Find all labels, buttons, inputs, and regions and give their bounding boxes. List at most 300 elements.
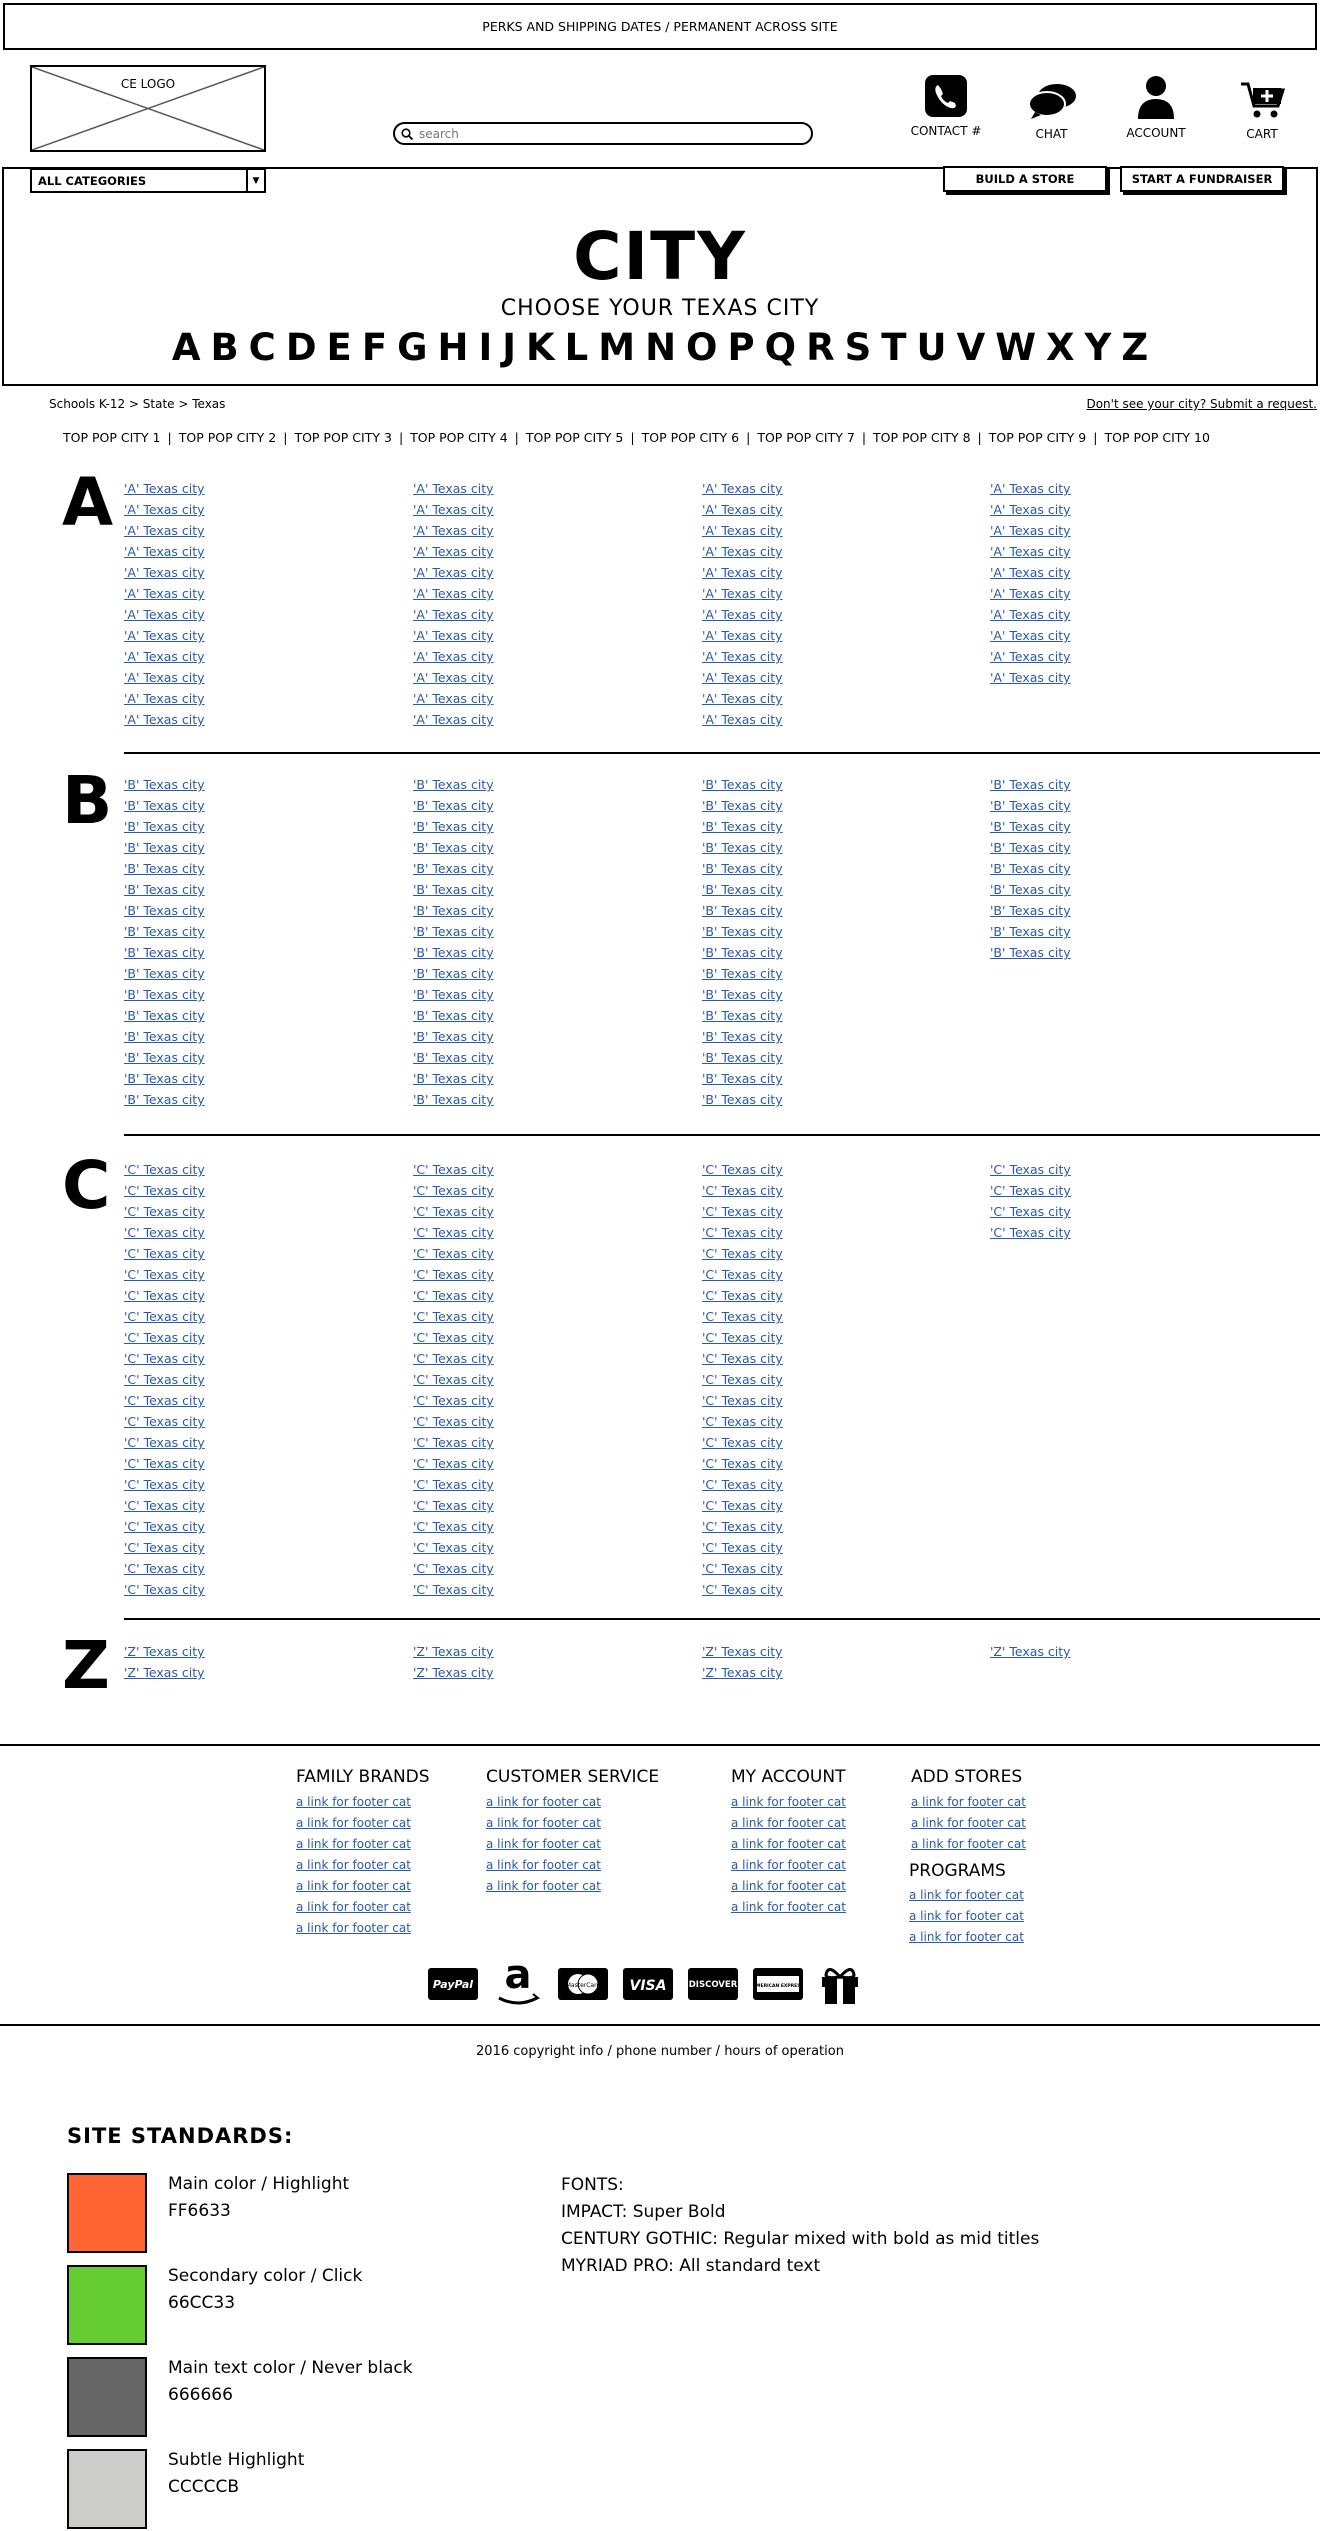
- city-link[interactable]: 'C' Texas city: [124, 1246, 205, 1261]
- city-link[interactable]: 'B' Texas city: [702, 987, 783, 1002]
- chat-label: CHAT: [1035, 127, 1068, 141]
- footer-heading: FAMILY BRANDS: [296, 1767, 430, 1787]
- city-link[interactable]: 'Z' Texas city: [413, 1665, 494, 1680]
- city-link[interactable]: 'A' Texas city: [124, 691, 205, 706]
- separator: |: [861, 430, 867, 445]
- visa-icon: [623, 1968, 673, 2000]
- footer-link[interactable]: a link for footer cat: [909, 1888, 1024, 1902]
- build-store-button[interactable]: BUILD A STORE: [943, 166, 1107, 192]
- city-link[interactable]: 'C' Texas city: [124, 1162, 205, 1177]
- categories-select[interactable]: [30, 168, 266, 193]
- city-link[interactable]: 'C' Texas city: [702, 1519, 783, 1534]
- city-link[interactable]: 'A' Texas city: [124, 649, 205, 664]
- city-link[interactable]: 'B' Texas city: [990, 945, 1071, 960]
- city-link[interactable]: 'C' Texas city: [702, 1582, 783, 1597]
- city-link[interactable]: 'B' Texas city: [413, 798, 494, 813]
- city-link[interactable]: 'B' Texas city: [413, 1092, 494, 1107]
- cart-button[interactable]: [1234, 80, 1290, 141]
- city-link[interactable]: 'C' Texas city: [702, 1372, 783, 1387]
- city-link[interactable]: 'C' Texas city: [990, 1183, 1071, 1198]
- cart-icon: [1239, 80, 1285, 120]
- city-link[interactable]: 'B' Texas city: [702, 903, 783, 918]
- fonts-heading: FONTS:: [561, 2175, 624, 2195]
- alphabet-letter-n[interactable]: N: [645, 326, 677, 369]
- city-link[interactable]: 'A' Texas city: [990, 565, 1071, 580]
- footer-link[interactable]: a link for footer cat: [731, 1795, 846, 1809]
- city-link[interactable]: 'A' Texas city: [990, 607, 1071, 622]
- city-link[interactable]: 'A' Texas city: [413, 712, 494, 727]
- city-link[interactable]: 'A' Texas city: [124, 481, 205, 496]
- footer-link[interactable]: a link for footer cat: [296, 1900, 411, 1914]
- city-link[interactable]: 'C' Texas city: [413, 1225, 494, 1240]
- city-link[interactable]: 'B' Texas city: [702, 861, 783, 876]
- city-link[interactable]: 'B' Texas city: [413, 882, 494, 897]
- city-link[interactable]: 'C' Texas city: [124, 1309, 205, 1324]
- color-swatch: [67, 2265, 147, 2345]
- city-link[interactable]: 'A' Texas city: [413, 544, 494, 559]
- city-link[interactable]: 'A' Texas city: [413, 565, 494, 580]
- city-link[interactable]: 'C' Texas city: [702, 1309, 783, 1324]
- footer-column: [731, 1792, 846, 1918]
- alphabet-letter-v[interactable]: V: [956, 326, 986, 369]
- city-link[interactable]: 'C' Texas city: [702, 1498, 783, 1513]
- city-link[interactable]: 'B' Texas city: [124, 798, 205, 813]
- city-link[interactable]: 'B' Texas city: [413, 903, 494, 918]
- page-title: CITY: [573, 218, 747, 295]
- city-link[interactable]: 'B' Texas city: [990, 861, 1071, 876]
- alphabet-letter-h[interactable]: H: [437, 326, 469, 369]
- alphabet-letter-s[interactable]: S: [844, 326, 872, 369]
- chevron-down-icon: ▼: [246, 170, 264, 191]
- city-link[interactable]: 'A' Texas city: [702, 586, 783, 601]
- city-column: [702, 774, 942, 1110]
- city-link[interactable]: 'C' Texas city: [413, 1540, 494, 1555]
- city-link[interactable]: 'C' Texas city: [124, 1540, 205, 1555]
- city-link[interactable]: 'B' Texas city: [124, 945, 205, 960]
- footer-link[interactable]: a link for footer cat: [731, 1858, 846, 1872]
- city-link[interactable]: 'C' Texas city: [702, 1204, 783, 1219]
- city-link[interactable]: 'B' Texas city: [702, 1071, 783, 1086]
- city-link[interactable]: 'A' Texas city: [413, 586, 494, 601]
- color-name: Subtle Highlight: [168, 2450, 305, 2470]
- top-city-link[interactable]: TOP POP CITY 3: [294, 430, 392, 445]
- city-link[interactable]: 'B' Texas city: [702, 798, 783, 813]
- city-link[interactable]: 'C' Texas city: [702, 1351, 783, 1366]
- city-link[interactable]: 'A' Texas city: [702, 523, 783, 538]
- city-link[interactable]: 'B' Texas city: [413, 1029, 494, 1044]
- city-link[interactable]: 'A' Texas city: [413, 628, 494, 643]
- city-link[interactable]: 'A' Texas city: [413, 481, 494, 496]
- footer-link[interactable]: a link for footer cat: [296, 1837, 411, 1851]
- top-city-link[interactable]: TOP POP CITY 9: [988, 430, 1087, 445]
- city-link[interactable]: 'B' Texas city: [413, 840, 494, 855]
- city-link[interactable]: 'A' Texas city: [413, 502, 494, 517]
- footer-link[interactable]: a link for footer cat: [296, 1858, 411, 1872]
- city-link[interactable]: 'B' Texas city: [124, 1071, 205, 1086]
- city-link[interactable]: 'A' Texas city: [702, 670, 783, 685]
- city-column: [413, 1159, 653, 1600]
- city-link[interactable]: 'C' Texas city: [702, 1477, 783, 1492]
- footer-link[interactable]: a link for footer cat: [909, 1909, 1024, 1923]
- city-link[interactable]: 'A' Texas city: [990, 628, 1071, 643]
- top-city-link[interactable]: TOP POP CITY 1: [63, 430, 161, 445]
- alphabet-letter-e[interactable]: E: [326, 326, 352, 369]
- city-link[interactable]: 'A' Texas city: [990, 481, 1071, 496]
- city-link[interactable]: 'A' Texas city: [124, 670, 205, 685]
- city-link[interactable]: 'C' Texas city: [702, 1393, 783, 1408]
- city-link[interactable]: 'A' Texas city: [702, 649, 783, 664]
- city-link[interactable]: 'C' Texas city: [413, 1246, 494, 1261]
- color-swatch-label: [168, 2171, 349, 2225]
- city-link[interactable]: 'C' Texas city: [702, 1456, 783, 1471]
- top-cities-nav: [63, 430, 1210, 445]
- city-link[interactable]: 'B' Texas city: [413, 777, 494, 792]
- city-link[interactable]: 'C' Texas city: [413, 1183, 494, 1198]
- city-link[interactable]: 'C' Texas city: [124, 1225, 205, 1240]
- city-link[interactable]: 'B' Texas city: [124, 882, 205, 897]
- city-link[interactable]: 'B' Texas city: [702, 945, 783, 960]
- chat-icon: [1027, 82, 1077, 120]
- city-link[interactable]: 'B' Texas city: [702, 777, 783, 792]
- city-link[interactable]: 'A' Texas city: [702, 481, 783, 496]
- account-icon: [1135, 75, 1177, 119]
- city-link[interactable]: 'C' Texas city: [124, 1582, 205, 1597]
- city-link[interactable]: 'C' Texas city: [124, 1330, 205, 1345]
- city-link[interactable]: 'C' Texas city: [413, 1498, 494, 1513]
- section-letter-c: C: [62, 1147, 111, 1224]
- city-link[interactable]: 'B' Texas city: [702, 1050, 783, 1065]
- city-link[interactable]: 'B' Texas city: [702, 819, 783, 834]
- color-name: Main color / Highlight: [168, 2174, 350, 2194]
- city-link[interactable]: 'C' Texas city: [124, 1435, 205, 1450]
- city-link[interactable]: 'C' Texas city: [124, 1561, 205, 1576]
- city-link[interactable]: 'B' Texas city: [124, 1050, 205, 1065]
- footer-link[interactable]: a link for footer cat: [486, 1858, 601, 1872]
- search-input[interactable]: [417, 126, 801, 142]
- categories-select-value: ALL CATEGORIES: [38, 173, 147, 188]
- footer-heading: MY ACCOUNT: [731, 1767, 846, 1787]
- svg-text:a: a: [504, 1958, 532, 1998]
- city-link[interactable]: 'C' Texas city: [702, 1330, 783, 1345]
- city-link[interactable]: 'B' Texas city: [702, 924, 783, 939]
- city-link[interactable]: 'A' Texas city: [990, 544, 1071, 559]
- city-link[interactable]: 'A' Texas city: [413, 691, 494, 706]
- city-link[interactable]: 'C' Texas city: [702, 1435, 783, 1450]
- city-link[interactable]: 'C' Texas city: [124, 1456, 205, 1471]
- top-city-link[interactable]: TOP POP CITY 6: [641, 430, 740, 445]
- alphabet-letter-f[interactable]: F: [361, 326, 388, 369]
- city-link[interactable]: 'C' Texas city: [413, 1288, 494, 1303]
- discover-icon: [688, 1968, 738, 2000]
- top-city-link[interactable]: TOP POP CITY 4: [410, 430, 508, 445]
- city-link[interactable]: 'C' Texas city: [413, 1519, 494, 1534]
- city-link[interactable]: 'C' Texas city: [413, 1330, 494, 1345]
- alphabet-letter-j[interactable]: J: [502, 326, 516, 369]
- city-link[interactable]: 'A' Texas city: [413, 523, 494, 538]
- city-link[interactable]: 'C' Texas city: [413, 1267, 494, 1282]
- city-link[interactable]: 'B' Texas city: [990, 882, 1071, 897]
- footer-link[interactable]: a link for footer cat: [296, 1795, 411, 1809]
- city-link[interactable]: 'A' Texas city: [413, 649, 494, 664]
- chat-button[interactable]: [1024, 82, 1079, 141]
- font-item: IMPACT: Super Bold: [561, 2202, 726, 2222]
- city-link[interactable]: 'C' Texas city: [413, 1414, 494, 1429]
- city-link[interactable]: 'B' Texas city: [124, 861, 205, 876]
- start-fundraiser-button[interactable]: START A FUNDRAISER: [1120, 166, 1284, 192]
- city-link[interactable]: 'B' Texas city: [413, 924, 494, 939]
- city-link[interactable]: 'C' Texas city: [702, 1246, 783, 1261]
- city-link[interactable]: 'Z' Texas city: [124, 1644, 205, 1659]
- city-link[interactable]: 'B' Texas city: [990, 924, 1071, 939]
- alphabet-letter-x[interactable]: X: [1046, 326, 1075, 369]
- city-link[interactable]: 'B' Texas city: [124, 819, 205, 834]
- city-link[interactable]: 'C' Texas city: [702, 1288, 783, 1303]
- city-column: [124, 1159, 364, 1600]
- top-city-link[interactable]: TOP POP CITY 10: [1104, 430, 1210, 445]
- city-link[interactable]: 'B' Texas city: [124, 987, 205, 1002]
- city-link[interactable]: 'B' Texas city: [702, 1092, 783, 1107]
- city-link[interactable]: 'B' Texas city: [124, 777, 205, 792]
- footer-link[interactable]: a link for footer cat: [909, 1930, 1024, 1944]
- city-link[interactable]: 'Z' Texas city: [990, 1644, 1071, 1659]
- alphabet-letter-g[interactable]: G: [397, 326, 428, 369]
- city-link[interactable]: 'C' Texas city: [124, 1414, 205, 1429]
- city-link[interactable]: 'C' Texas city: [124, 1288, 205, 1303]
- city-column: [702, 478, 942, 730]
- footer-link[interactable]: a link for footer cat: [486, 1816, 601, 1830]
- alphabet-letter-c[interactable]: C: [248, 326, 276, 369]
- city-link[interactable]: 'C' Texas city: [124, 1351, 205, 1366]
- alphabet-letter-b[interactable]: B: [210, 326, 239, 369]
- city-link[interactable]: 'A' Texas city: [702, 565, 783, 580]
- logo[interactable]: [30, 65, 266, 152]
- city-link[interactable]: 'A' Texas city: [124, 544, 205, 559]
- city-link[interactable]: 'A' Texas city: [413, 670, 494, 685]
- alphabet-letter-y[interactable]: Y: [1084, 326, 1112, 369]
- alphabet-letter-d[interactable]: D: [285, 326, 317, 369]
- city-link[interactable]: 'B' Texas city: [124, 1092, 205, 1107]
- top-city-link[interactable]: TOP POP CITY 5: [525, 430, 624, 445]
- footer-link[interactable]: a link for footer cat: [296, 1879, 411, 1893]
- account-button[interactable]: [1120, 75, 1192, 140]
- alphabet-nav: [0, 326, 1320, 369]
- city-link[interactable]: 'Z' Texas city: [702, 1644, 783, 1659]
- city-link[interactable]: 'A' Texas city: [413, 607, 494, 622]
- city-link[interactable]: 'C' Texas city: [413, 1204, 494, 1219]
- city-link[interactable]: 'B' Texas city: [990, 903, 1071, 918]
- discover-text: DISCOVER: [688, 1980, 738, 1990]
- footer-link[interactable]: a link for footer cat: [296, 1921, 411, 1935]
- city-link[interactable]: 'A' Texas city: [990, 649, 1071, 664]
- city-link[interactable]: 'C' Texas city: [990, 1225, 1071, 1240]
- alphabet-letter-m[interactable]: M: [598, 326, 636, 369]
- footer-link[interactable]: a link for footer cat: [486, 1837, 601, 1851]
- city-link[interactable]: 'A' Texas city: [702, 544, 783, 559]
- cart-label: CART: [1246, 127, 1278, 141]
- city-column: [990, 774, 1230, 963]
- footer-link[interactable]: a link for footer cat: [731, 1900, 846, 1914]
- city-link[interactable]: 'Z' Texas city: [702, 1665, 783, 1680]
- city-link[interactable]: 'C' Texas city: [702, 1414, 783, 1429]
- city-link[interactable]: 'C' Texas city: [413, 1372, 494, 1387]
- city-link[interactable]: 'C' Texas city: [413, 1309, 494, 1324]
- city-link[interactable]: 'A' Texas city: [124, 565, 205, 580]
- city-link[interactable]: 'B' Texas city: [124, 966, 205, 981]
- city-link[interactable]: 'C' Texas city: [702, 1225, 783, 1240]
- city-link[interactable]: 'B' Texas city: [702, 1029, 783, 1044]
- city-link[interactable]: 'Z' Texas city: [413, 1644, 494, 1659]
- footer-link[interactable]: a link for footer cat: [296, 1816, 411, 1830]
- footer-link[interactable]: a link for footer cat: [731, 1816, 846, 1830]
- alphabet-letter-z[interactable]: Z: [1121, 326, 1149, 369]
- alphabet-letter-q[interactable]: Q: [764, 326, 797, 369]
- search-bar[interactable]: [393, 122, 813, 145]
- city-link[interactable]: 'C' Texas city: [702, 1540, 783, 1555]
- footer-link[interactable]: a link for footer cat: [731, 1879, 846, 1893]
- city-link[interactable]: 'C' Texas city: [413, 1435, 494, 1450]
- city-link[interactable]: 'C' Texas city: [702, 1162, 783, 1177]
- city-link[interactable]: 'C' Texas city: [124, 1204, 205, 1219]
- city-link[interactable]: 'B' Texas city: [124, 1029, 205, 1044]
- separator: |: [746, 430, 751, 445]
- city-link[interactable]: 'B' Texas city: [413, 987, 494, 1002]
- city-column: [990, 478, 1230, 688]
- city-link[interactable]: 'B' Texas city: [413, 1050, 494, 1065]
- city-link[interactable]: 'A' Texas city: [990, 523, 1071, 538]
- color-swatch-label: [168, 2263, 362, 2317]
- city-column: [124, 774, 364, 1110]
- footer-link[interactable]: a link for footer cat: [911, 1816, 1026, 1830]
- city-link[interactable]: 'A' Texas city: [124, 607, 205, 622]
- breadcrumb[interactable]: Schools K-12 > State > Texas: [49, 397, 226, 411]
- section-divider: [124, 1134, 1320, 1136]
- city-link[interactable]: 'C' Texas city: [413, 1351, 494, 1366]
- alphabet-letter-p[interactable]: P: [727, 326, 755, 369]
- city-link[interactable]: 'A' Texas city: [124, 712, 205, 727]
- city-link[interactable]: 'B' Texas city: [413, 1071, 494, 1086]
- page-subtitle: CHOOSE YOUR TEXAS CITY: [500, 296, 820, 321]
- city-link[interactable]: 'C' Texas city: [702, 1267, 783, 1282]
- city-link[interactable]: 'B' Texas city: [413, 966, 494, 981]
- city-link[interactable]: 'A' Texas city: [990, 502, 1071, 517]
- city-link[interactable]: 'A' Texas city: [124, 586, 205, 601]
- city-link[interactable]: 'C' Texas city: [413, 1561, 494, 1576]
- city-link[interactable]: 'B' Texas city: [124, 840, 205, 855]
- separator: |: [514, 430, 519, 445]
- city-link[interactable]: 'Z' Texas city: [124, 1665, 205, 1680]
- top-city-link[interactable]: TOP POP CITY 8: [873, 430, 971, 445]
- separator: |: [977, 430, 982, 445]
- payment-methods: [428, 1958, 877, 2010]
- color-swatch-label: [168, 2355, 413, 2409]
- section-letter-b: B: [62, 762, 113, 839]
- city-link[interactable]: 'B' Texas city: [124, 1008, 205, 1023]
- alphabet-letter-i[interactable]: I: [478, 326, 493, 369]
- city-link[interactable]: 'C' Texas city: [413, 1456, 494, 1471]
- city-link[interactable]: 'B' Texas city: [413, 819, 494, 834]
- city-link[interactable]: 'C' Texas city: [413, 1477, 494, 1492]
- city-link[interactable]: 'C' Texas city: [990, 1162, 1071, 1177]
- city-link[interactable]: 'A' Texas city: [702, 607, 783, 622]
- city-link[interactable]: 'B' Texas city: [702, 1008, 783, 1023]
- footer-link[interactable]: a link for footer cat: [911, 1795, 1026, 1809]
- city-link[interactable]: 'B' Texas city: [990, 840, 1071, 855]
- city-link[interactable]: 'C' Texas city: [413, 1582, 494, 1597]
- city-link[interactable]: 'C' Texas city: [124, 1267, 205, 1282]
- fonts-list: [561, 2172, 1039, 2280]
- separator: |: [167, 430, 172, 445]
- alphabet-letter-a[interactable]: A: [171, 326, 201, 369]
- paypal-text: PayPal: [432, 1978, 474, 1991]
- city-link[interactable]: 'C' Texas city: [702, 1183, 783, 1198]
- city-column: [124, 1641, 364, 1683]
- separator: |: [1093, 430, 1098, 445]
- top-city-link[interactable]: TOP POP CITY 7: [757, 430, 855, 445]
- city-link[interactable]: 'B' Texas city: [702, 966, 783, 981]
- footer-link[interactable]: a link for footer cat: [486, 1879, 601, 1893]
- city-link[interactable]: 'C' Texas city: [413, 1162, 494, 1177]
- alphabet-letter-r[interactable]: R: [806, 326, 835, 369]
- city-link[interactable]: 'A' Texas city: [702, 502, 783, 517]
- city-link[interactable]: 'C' Texas city: [124, 1183, 205, 1198]
- city-link[interactable]: 'A' Texas city: [702, 628, 783, 643]
- city-link[interactable]: 'A' Texas city: [124, 628, 205, 643]
- city-link[interactable]: 'B' Texas city: [413, 861, 494, 876]
- alphabet-letter-o[interactable]: O: [686, 326, 718, 369]
- city-link[interactable]: 'C' Texas city: [124, 1519, 205, 1534]
- alphabet-letter-t[interactable]: T: [881, 326, 907, 369]
- footer-link[interactable]: a link for footer cat: [486, 1795, 601, 1809]
- city-link[interactable]: 'C' Texas city: [124, 1372, 205, 1387]
- city-link[interactable]: 'C' Texas city: [990, 1204, 1071, 1219]
- footer-link[interactable]: a link for footer cat: [911, 1837, 1026, 1851]
- alphabet-letter-w[interactable]: W: [995, 326, 1037, 369]
- city-link[interactable]: 'B' Texas city: [413, 1008, 494, 1023]
- city-link[interactable]: 'A' Texas city: [702, 712, 783, 727]
- city-link[interactable]: 'A' Texas city: [124, 523, 205, 538]
- city-link[interactable]: 'A' Texas city: [124, 502, 205, 517]
- city-link[interactable]: 'C' Texas city: [124, 1477, 205, 1492]
- city-link[interactable]: 'A' Texas city: [990, 586, 1071, 601]
- separator: |: [630, 430, 635, 445]
- city-link[interactable]: 'C' Texas city: [124, 1393, 205, 1408]
- section-letter-a: A: [62, 464, 114, 541]
- city-link[interactable]: 'A' Texas city: [990, 670, 1071, 685]
- city-link[interactable]: 'B' Texas city: [702, 840, 783, 855]
- footer-link[interactable]: a link for footer cat: [731, 1837, 846, 1851]
- paypal-icon: [428, 1968, 478, 2000]
- city-link[interactable]: 'C' Texas city: [413, 1393, 494, 1408]
- city-link[interactable]: 'C' Texas city: [702, 1561, 783, 1576]
- font-item: CENTURY GOTHIC: Regular mixed with bold as mid titles: [561, 2229, 1040, 2249]
- city-link[interactable]: 'B' Texas city: [990, 819, 1071, 834]
- city-link[interactable]: 'B' Texas city: [124, 924, 205, 939]
- city-column: [702, 1641, 942, 1683]
- city-link[interactable]: 'B' Texas city: [124, 903, 205, 918]
- alphabet-letter-k[interactable]: K: [526, 326, 555, 369]
- city-link[interactable]: 'B' Texas city: [413, 945, 494, 960]
- alphabet-letter-l[interactable]: L: [564, 326, 589, 369]
- alphabet-letter-u[interactable]: U: [916, 326, 947, 369]
- top-city-link[interactable]: TOP POP CITY 2: [178, 430, 277, 445]
- city-link[interactable]: 'B' Texas city: [702, 882, 783, 897]
- submit-request-link[interactable]: Don't see your city? Submit a request.: [1086, 397, 1317, 411]
- contact-button[interactable]: [905, 75, 987, 138]
- city-link[interactable]: 'B' Texas city: [990, 798, 1071, 813]
- city-link[interactable]: 'B' Texas city: [990, 777, 1071, 792]
- city-link[interactable]: 'A' Texas city: [702, 691, 783, 706]
- city-link[interactable]: 'C' Texas city: [124, 1498, 205, 1513]
